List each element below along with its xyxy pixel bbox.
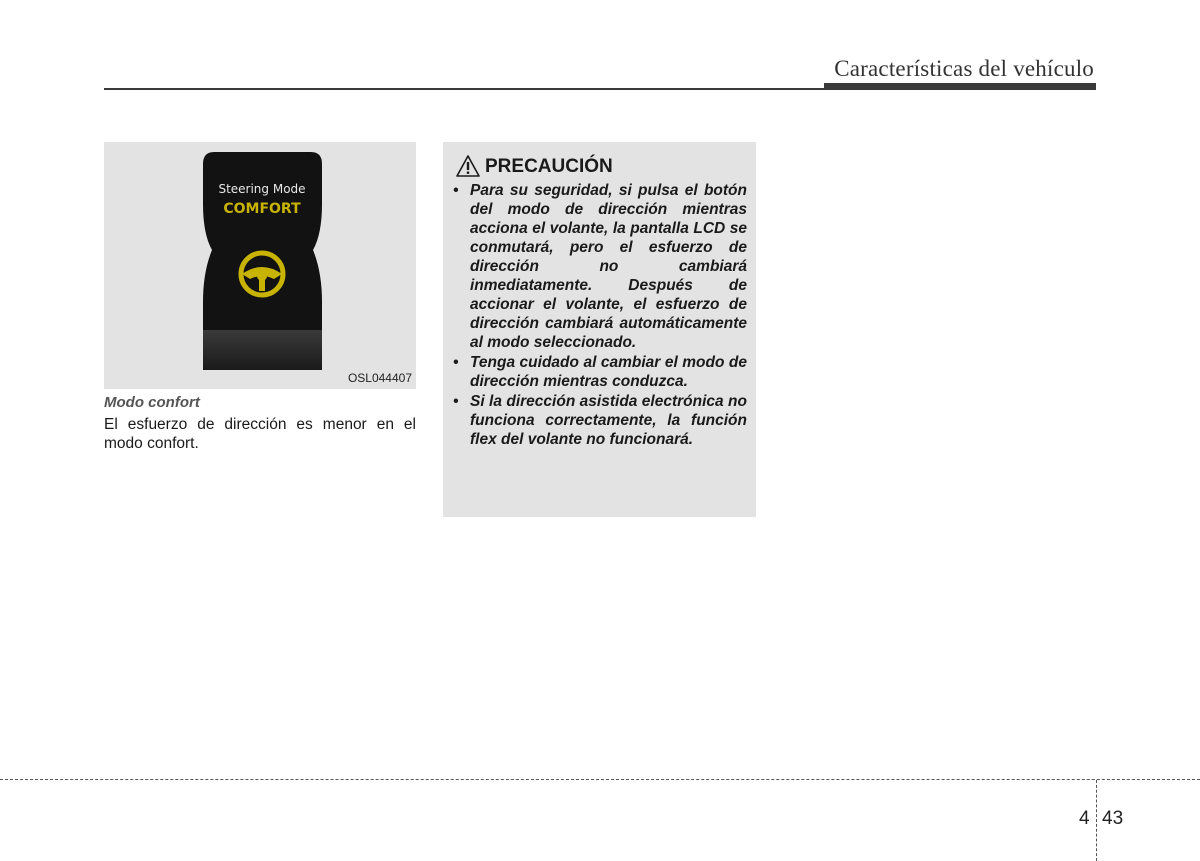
footer-divider <box>0 779 1200 780</box>
caution-item <box>453 392 747 449</box>
bullet: • <box>453 182 459 199</box>
caution-item <box>453 181 747 352</box>
caution-header <box>455 154 613 178</box>
header-rule-accent <box>824 83 1096 90</box>
lcd-panel-bottom-strip <box>203 330 322 370</box>
caution-box <box>443 142 756 517</box>
page-number: 43 <box>1102 808 1124 829</box>
bullet: • <box>453 354 459 371</box>
figure-code: OSL044407 <box>347 371 412 385</box>
warning-triangle-icon <box>455 154 481 178</box>
bullet: • <box>453 393 459 410</box>
caption-title: Modo confort <box>104 394 200 411</box>
caution-item-text: Si la dirección asistida electrónica no funciona correctamente, la función flex del volante no funcionará. <box>470 393 747 448</box>
caution-item-text: Tenga cuidado al cambiar el modo de dirección mientras conduzca. <box>470 354 747 390</box>
steering-mode-figure <box>104 142 416 389</box>
caption-body: El esfuerzo de dirección es menor en el modo confort. <box>104 416 416 452</box>
caution-item <box>453 353 747 391</box>
caution-list <box>453 181 747 450</box>
section-title: Características del vehículo <box>834 56 1094 81</box>
footer-vertical-divider <box>1096 780 1097 861</box>
caution-title: PRECAUCIÓN <box>485 156 613 177</box>
lcd-display-illustration <box>104 142 416 389</box>
chapter-number: 4 <box>1079 808 1090 829</box>
screen-line-2: COMFORT <box>223 201 301 217</box>
screen-line-1: Steering Mode <box>218 182 306 196</box>
caution-item-text: Para su seguridad, si pulsa el botón del modo de dirección mientras acciona el volante, la pantalla LCD se conmutará, pero el esfuerzo de dirección no cambiará inmediatamente. Después de accionar el volante, el esfuerzo de dirección cambiará automáticamente al modo seleccionado. <box>470 182 747 351</box>
